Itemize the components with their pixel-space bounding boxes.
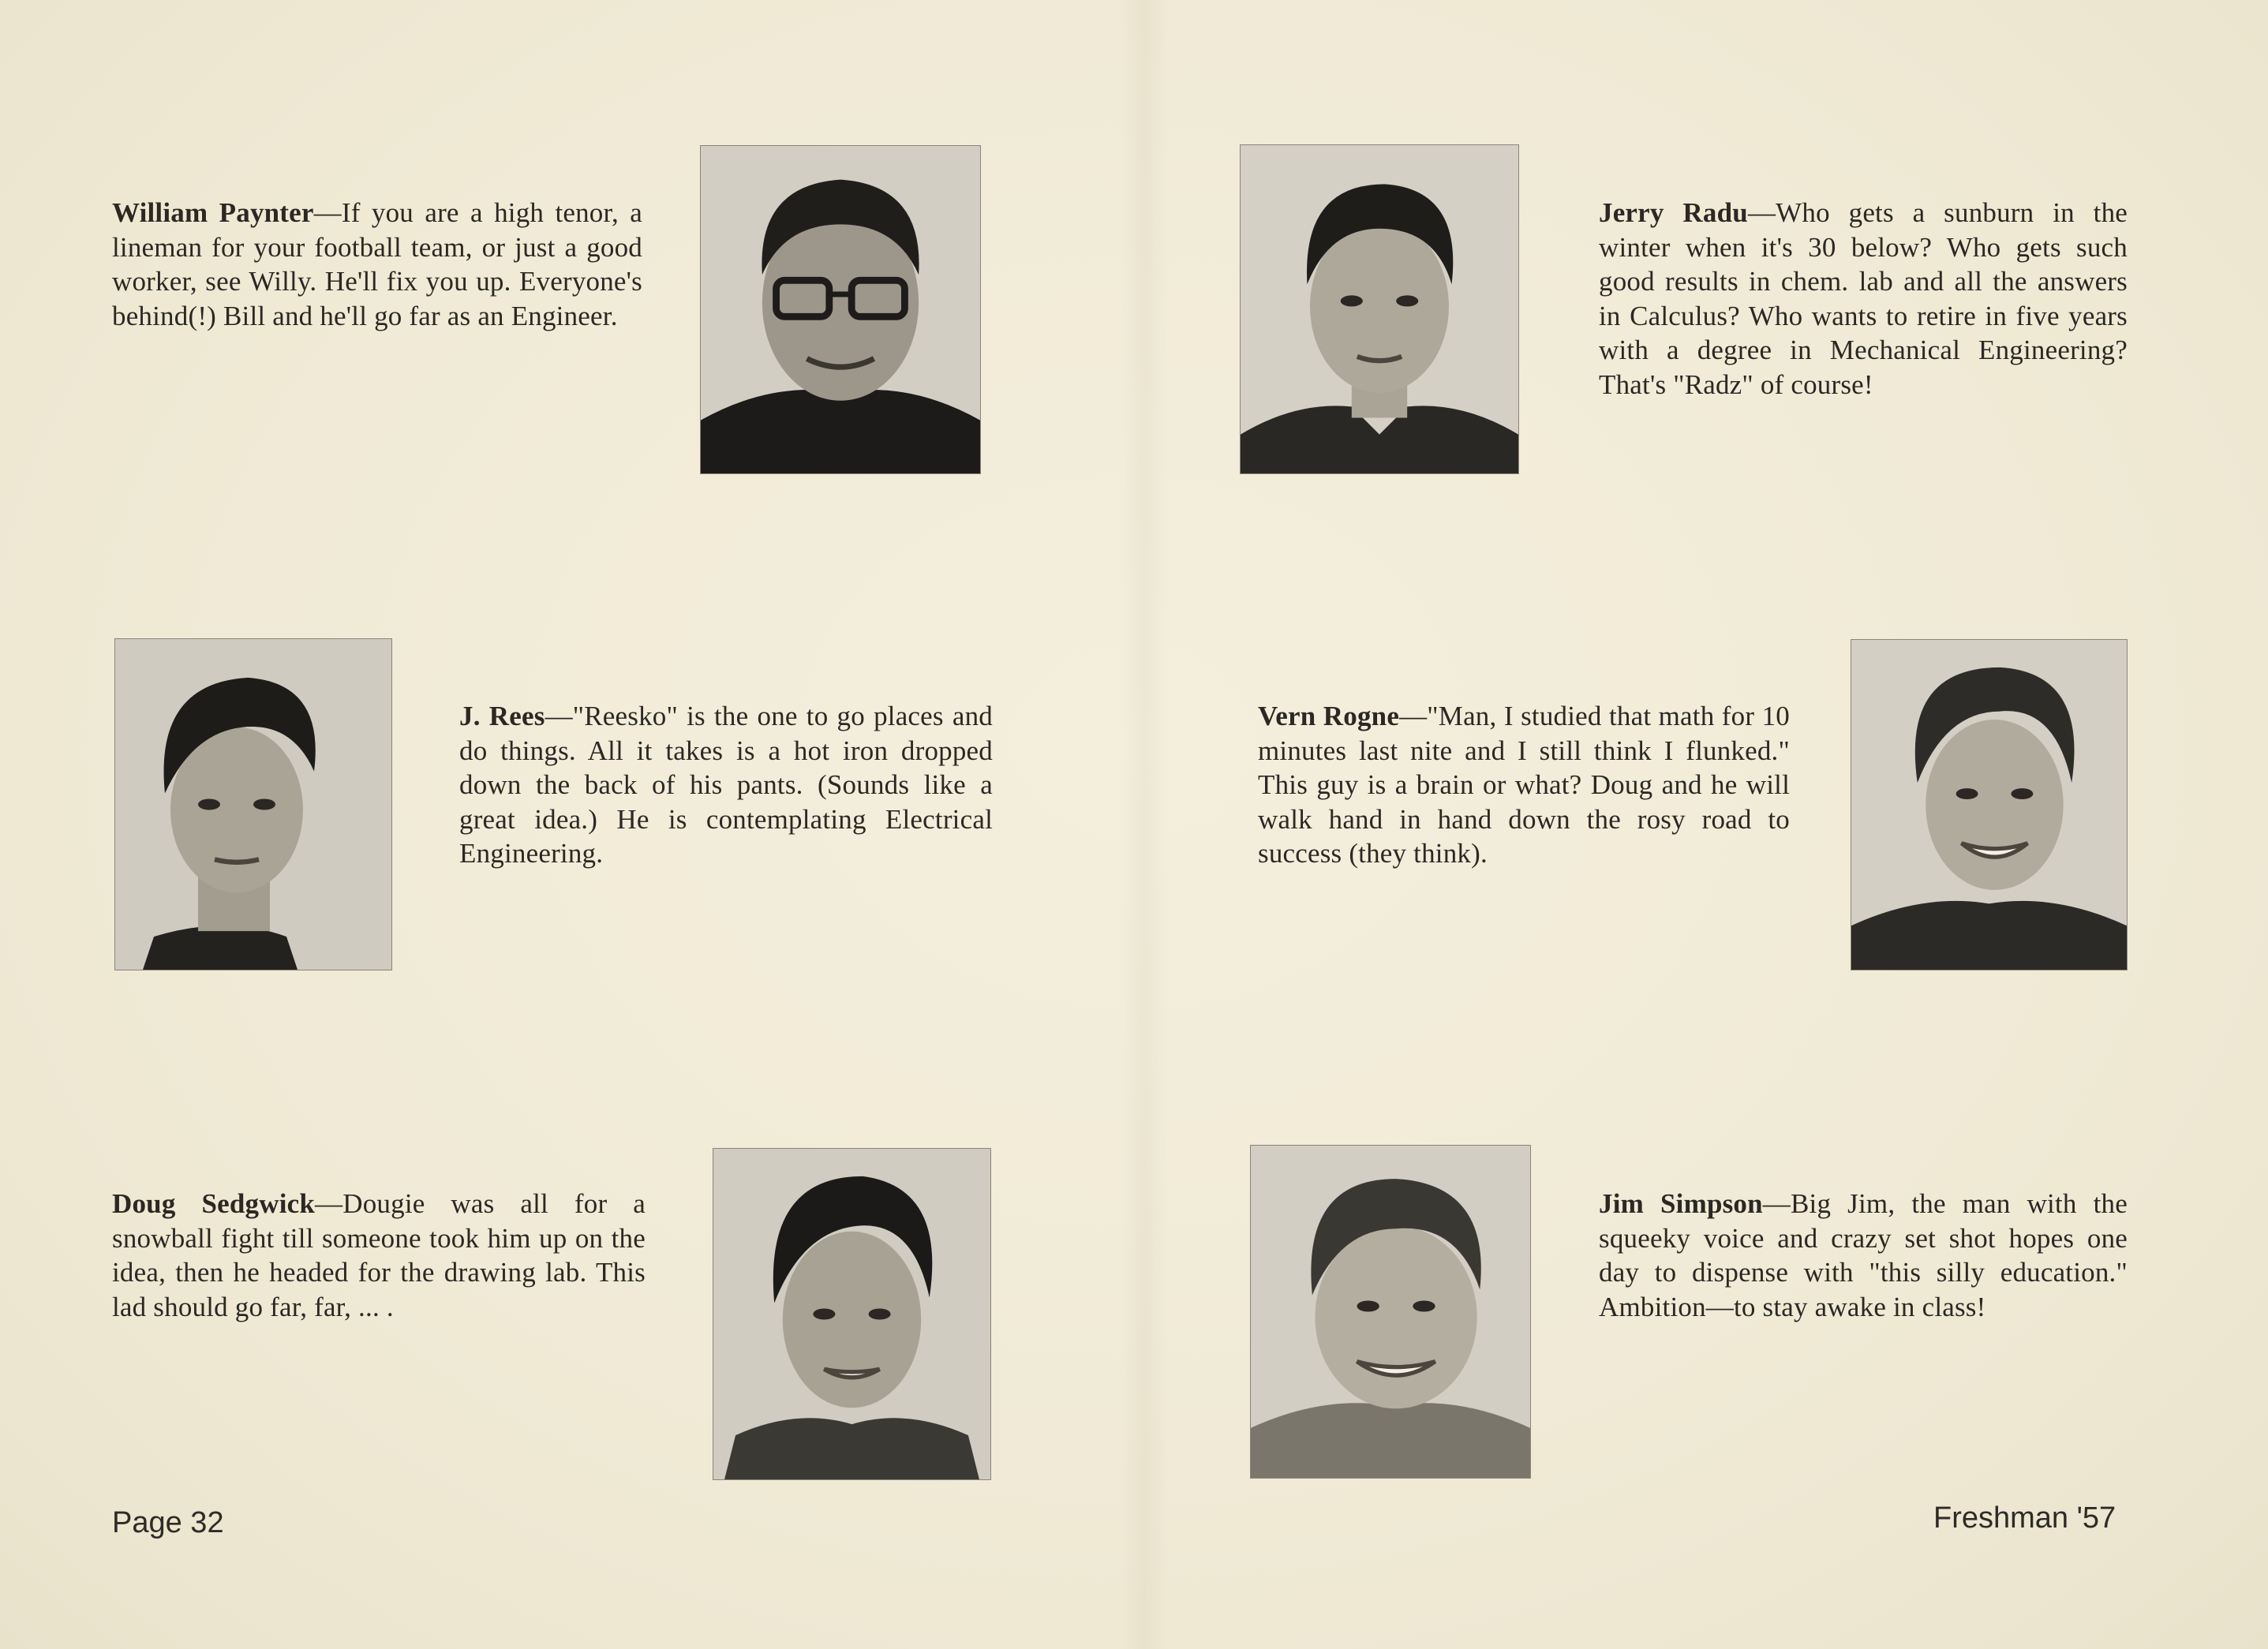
bio-text: —Big Jim, the man with the squeeky voice and crazy set shot hopes one day to dispense with "this silly education." Ambition—to stay awake in class!	[1599, 1188, 2128, 1322]
bio-jim-simpson	[1599, 1187, 2128, 1324]
photo-doug-sedgwick	[713, 1148, 991, 1480]
bio-name: J. Rees	[459, 701, 545, 731]
photo-jim-simpson	[1250, 1145, 1531, 1479]
bio-name: Vern Rogne	[1258, 701, 1400, 731]
bio-text: —"Man, I studied that math for 10 minutes last nite and I still think I flunked." This guy is a brain or what? Doug and he will walk hand in hand down the rosy road to success (they think).	[1258, 701, 1791, 869]
bio-name: Doug Sedgwick	[112, 1188, 316, 1219]
page-number: Page 32	[112, 1506, 224, 1539]
bio-name: Jerry Radu	[1599, 197, 1748, 228]
photo-jerry-radu	[1240, 144, 1519, 474]
bio-jerry-radu	[1599, 196, 2128, 402]
portrait-icon	[1241, 145, 1518, 473]
photo-william-paynter	[700, 145, 981, 474]
photo-vern-rogne	[1851, 639, 2128, 970]
bio-name: William Paynter	[112, 197, 314, 228]
portrait-glasses-icon	[701, 146, 980, 473]
portrait-icon	[713, 1149, 990, 1479]
publication-title: Freshman '57	[1933, 1501, 2116, 1535]
portrait-icon	[115, 639, 391, 970]
portrait-smiling-icon	[1251, 1146, 1530, 1478]
page-gutter	[1121, 0, 1168, 1649]
portrait-smiling-icon	[1851, 640, 2127, 970]
bio-vern-rogne	[1258, 699, 1790, 871]
bio-william-paynter	[112, 196, 642, 333]
bio-doug-sedgwick	[112, 1187, 646, 1324]
bio-name: Jim Simpson	[1599, 1188, 1763, 1219]
bio-text: —"Reesko" is the one to go places and do things. All it takes is a hot iron dropped down the back of his pants. (Sounds like a great idea.) He is contemplating Electrical Engineering.	[459, 701, 993, 869]
bio-text: —Dougie was all for a snowball fight till someone took him up on the idea, then he headed for the drawing lab. This lad should go far, far, ... .	[112, 1188, 646, 1322]
bio-text: —If you are a high tenor, a lineman for your football team, or just a good worker, see Willy. He'll fix you up. Everyone's behind(!) Bill and he'll go far as an Engineer.	[112, 197, 642, 331]
bio-text: —Who gets a sunburn in the winter when it's 30 below? Who gets such good results in chem. lab and all the answers in Calculus? Who wants to retire in five years with a degree in Mechanical Engineering? That's "Radz" of course!	[1599, 197, 2128, 400]
bio-j-rees	[459, 699, 993, 871]
photo-j-rees	[114, 638, 392, 970]
